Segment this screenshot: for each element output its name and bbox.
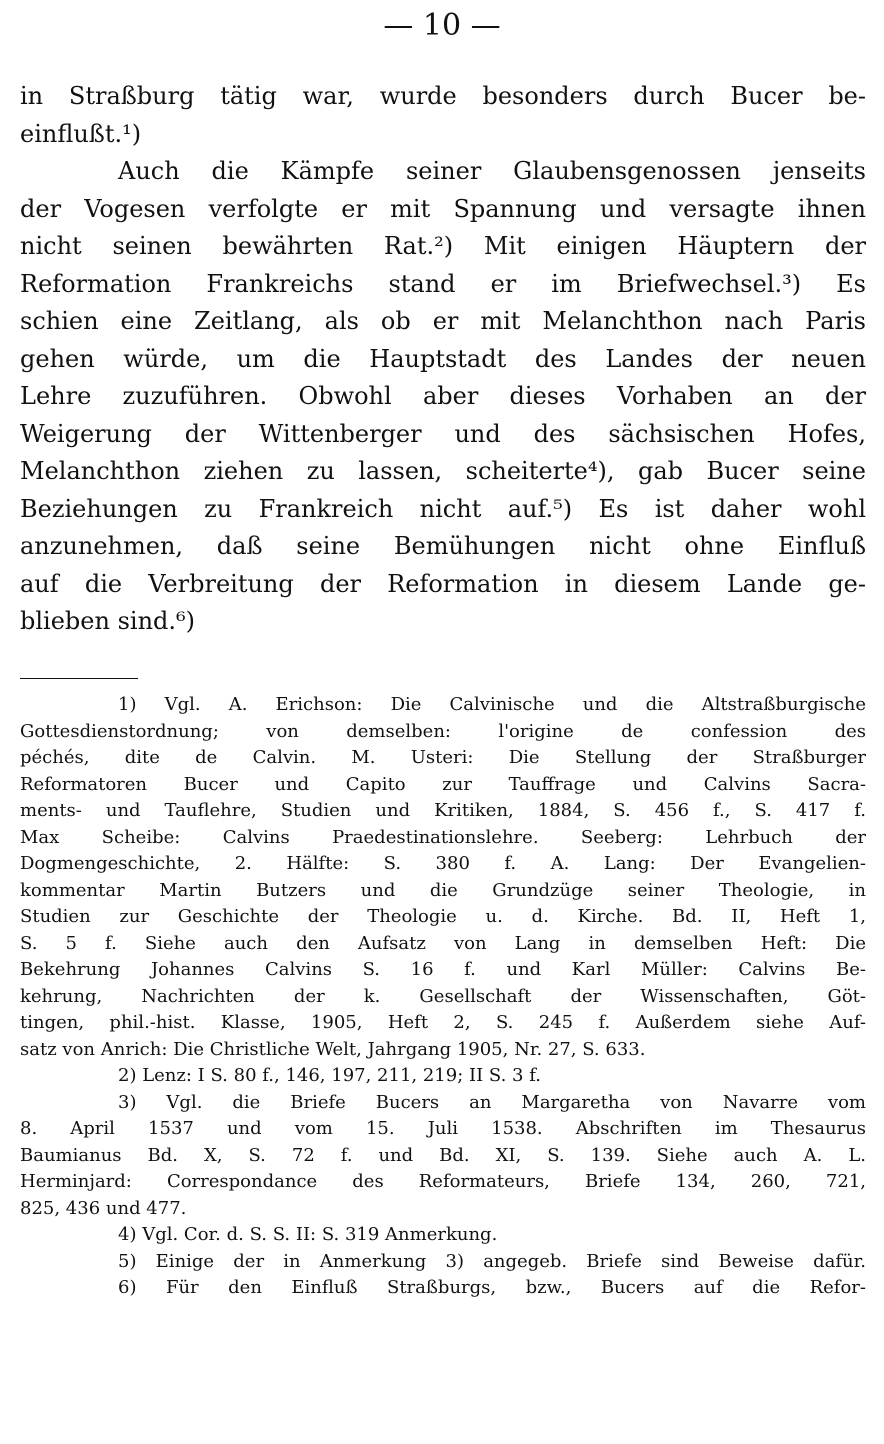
body-line: nicht seinen bewährten Rat.²) Mit einigen Häuptern der (20, 232, 866, 260)
body-line: auf die Verbreitung der Reformation in diesem Lande ge- (20, 569, 866, 598)
footnote-line: 825, 436 und 477. (20, 1197, 187, 1219)
footnote-line: 3) Vgl. die Briefe Bucers an Margaretha von Navarre vom (118, 1091, 866, 1113)
footnote-divider (20, 678, 138, 679)
body-line: Lehre zuzuführen. Obwohl aber dieses Vorhaben an der (20, 382, 866, 410)
footnotes (20, 692, 866, 1302)
footnote-line: tingen, phil.-hist. Klasse, 1905, Heft 2, S. 245 f. Außerdem siehe Auf- (20, 1012, 866, 1033)
footnote-line: 2) Lenz: I S. 80 f., 146, 197, 211, 219; II S. 3 f. (118, 1065, 541, 1086)
footnote-line: kehrung, Nachrichten der k. Gesellschaft der Wissenschaften, Göt- (20, 985, 866, 1007)
footnote-line: kommentar Martin Butzers und die Grundzüge seiner Theologie, in (20, 879, 866, 901)
footnote-line: S. 5 f. Siehe auch den Aufsatz von Lang in demselben Heft: Die (20, 932, 866, 954)
footnote-line: Studien zur Geschichte der Theologie u. d. Kirche. Bd. II, Heft 1, (20, 906, 866, 927)
body-line: schien eine Zeitlang, als ob er mit Melanchthon nach Paris (20, 307, 866, 335)
footnote-line: Baumianus Bd. X, S. 72 f. und Bd. XI, S. 139. Siehe auch A. L. (20, 1144, 866, 1166)
footnote-line: 1) Vgl. A. Erichson: Die Calvinische und die Altstraßburgische (118, 694, 866, 715)
footnote-line: Herminjard: Correspondance des Reformateurs, Briefe 134, 260, 721, (20, 1171, 866, 1192)
footnote-line: Max Scheibe: Calvins Praedestinationslehre. Seeberg: Lehrbuch der (20, 826, 866, 848)
body-line: einflußt.¹) (20, 119, 142, 148)
body-line: Beziehungen zu Frankreich nicht auf.⁵) Es ist daher wohl (20, 494, 866, 523)
footnote-line: satz von Anrich: Die Christliche Welt, Jahrgang 1905, Nr. 27, S. 633. (20, 1038, 646, 1060)
body-text (20, 78, 866, 641)
footnote-line: Gottesdienstordnung; von demselben: l'origine de confession des (20, 720, 866, 742)
body-line: gehen würde, um die Hauptstadt des Landes der neuen (20, 344, 866, 373)
footnote-line: 4) Vgl. Cor. d. S. S. II: S. 319 Anmerkung. (118, 1224, 498, 1245)
body-line: anzunehmen, daß seine Bemühungen nicht ohne Einfluß (20, 532, 866, 560)
body-line: blieben sind.⁶) (20, 607, 195, 635)
body-line: Auch die Kämpfe seiner Glaubensgenossen jenseits (118, 157, 866, 185)
footnote-line: 5) Einige der in Anmerkung 3) angegeb. Briefe sind Beweise dafür. (118, 1250, 866, 1272)
footnote-line: Dogmengeschichte, 2. Hälfte: S. 380 f. A. Lang: Der Evangelien- (20, 853, 866, 874)
body-line: der Vogesen verfolgte er mit Spannung und versagte ihnen (20, 194, 866, 223)
body-line: Melanchthon ziehen zu lassen, scheiterte⁴), gab Bucer seine (20, 457, 866, 485)
footnote-line: 8. April 1537 und vom 15. Juli 1538. Abschriften im Thesaurus (20, 1118, 866, 1139)
page-number: — 10 — (383, 8, 501, 43)
footnote-line: ments- und Tauflehre, Studien und Kritiken, 1884, S. 456 f., S. 417 f. (20, 800, 866, 821)
footnote-line: 6) Für den Einfluß Straßburgs, bzw., Bucers auf die Refor- (118, 1277, 866, 1298)
footnote-line: Reformatoren Bucer und Capito zur Tauffrage und Calvins Sacra- (20, 773, 866, 795)
body-line: Reformation Frankreichs stand er im Briefwechsel.³) Es (20, 269, 866, 298)
body-line: Weigerung der Wittenberger und des sächsischen Hofes, (20, 419, 866, 448)
body-line: in Straßburg tätig war, wurde besonders durch Bucer be- (20, 82, 866, 110)
footnote-line: péchés, dite de Calvin. M. Usteri: Die Stellung der Straßburger (20, 747, 866, 768)
footnote-line: Bekehrung Johannes Calvins S. 16 f. und Karl Müller: Calvins Be- (20, 959, 866, 980)
